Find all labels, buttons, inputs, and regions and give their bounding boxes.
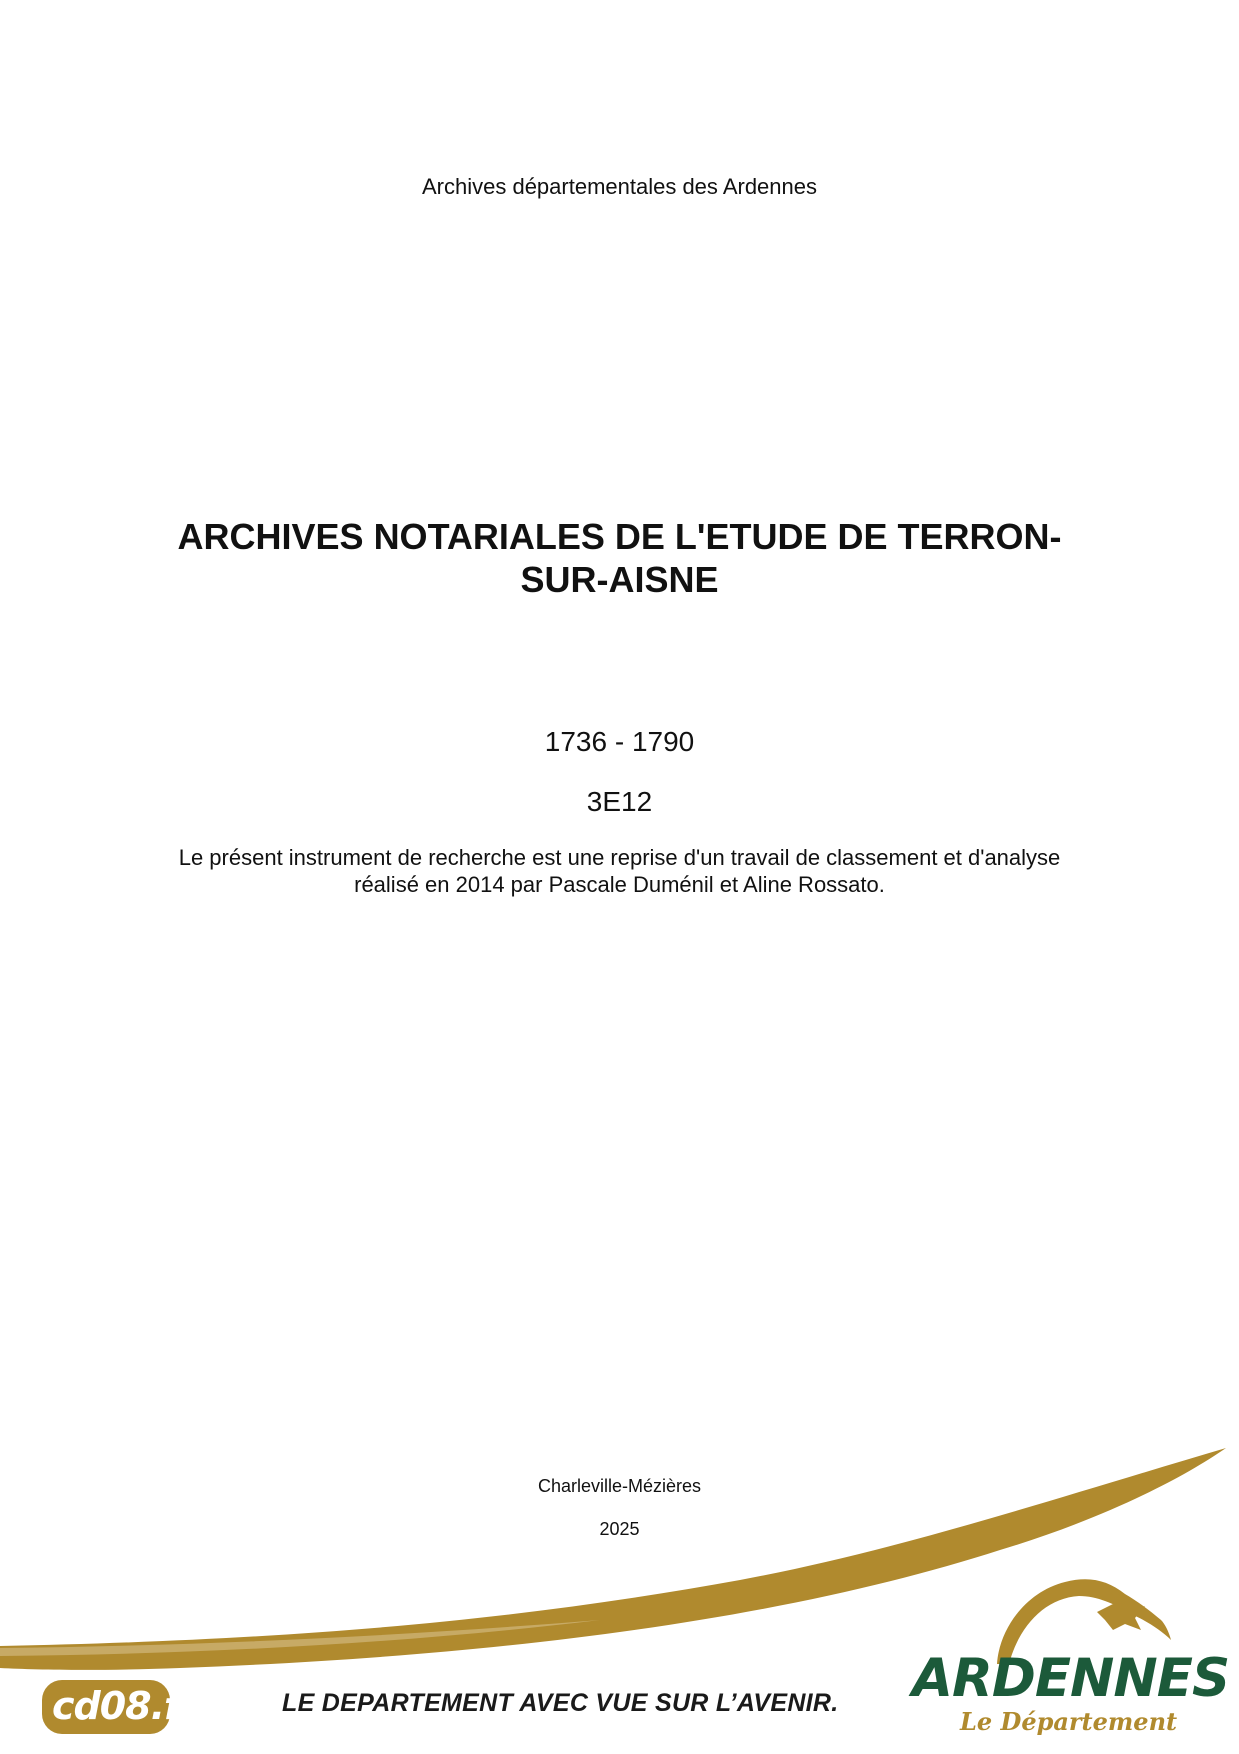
publication-place: Charleville-Mézières: [537, 1476, 702, 1496]
archive-reference: 3E12: [586, 786, 653, 817]
credits-note: Le présent instrument de recherche est une reprise d'un travail de classement et d'analyse réalisé en 2014 par Pascale Duménil et Aline Rossato.: [178, 845, 1061, 897]
ardennes-wordmark: ARDENNES: [912, 1648, 1230, 1709]
institution-name: Archives départementales des Ardennes: [421, 174, 817, 199]
department-subtitle: Le Département: [960, 1707, 1178, 1736]
publication-year: 2025: [599, 1519, 640, 1539]
cd08-logo-text: cd08.fr: [52, 1684, 198, 1728]
date-range: 1736 - 1790: [544, 726, 695, 757]
document-title: ARCHIVES NOTARIALES DE L'ETUDE DE TERRON-SUR-AISNE: [177, 516, 1062, 600]
department-slogan: LE DEPARTEMENT AVEC VUE SUR L’AVENIR.: [282, 1689, 839, 1717]
